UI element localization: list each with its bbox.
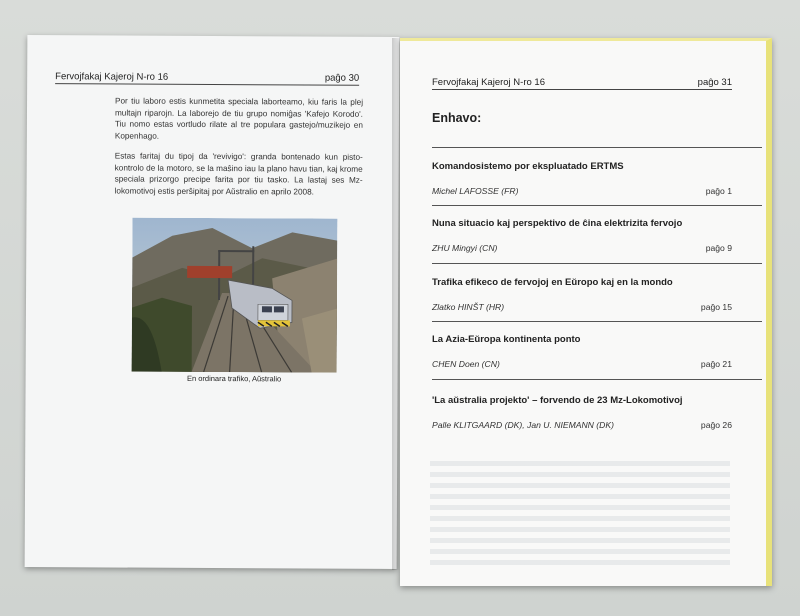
toc-entry bbox=[432, 218, 732, 253]
right-header-title: Fervojfakaj Kajeroj N-ro 16 bbox=[432, 77, 545, 88]
toc-entry-author: Michel LAFOSSE (FR) bbox=[432, 186, 519, 196]
toc-entry-page: paĝo 15 bbox=[700, 302, 732, 312]
toc-entry bbox=[432, 277, 732, 312]
toc-entry-page: paĝo 21 bbox=[700, 359, 732, 369]
toc-entry-title: Nuna situacio kaj perspektivo de ĉina elektrizita fervojo bbox=[432, 218, 683, 229]
toc-entry-title: 'La aŭstralia projekto' – forvendo de 23 Mz-Lokomotivoj bbox=[432, 395, 683, 406]
toc-entry-author: Palle KLITGAARD (DK), Jan U. NIEMANN (DK) bbox=[432, 420, 614, 430]
toc-entry-page: paĝo 1 bbox=[705, 186, 732, 196]
toc-entry-title: Trafika efikeco de fervojoj en Eŭropo kaj en la mondo bbox=[432, 277, 673, 288]
show-through-text bbox=[430, 461, 730, 571]
right-header-page: paĝo 31 bbox=[697, 77, 732, 88]
toc-entry-title: Komandosistemo por ekspluatado ERTMS bbox=[432, 161, 624, 172]
toc-title: Enhavo: bbox=[432, 111, 482, 125]
right-running-header bbox=[432, 77, 732, 90]
toc-entry-page: paĝo 26 bbox=[700, 420, 732, 430]
left-running-header bbox=[55, 71, 359, 86]
left-paragraph-1: Por tiu laboro estis kunmetita speciala laborteamo, kiu faris la plej multajn riparojn. La laborejo de tiu grupo nomiĝas 'Kafejo Korodo'. Tiu nomo estas vortludo rilate al tre populara gastejo/muzikejo en Kopenhago. bbox=[114, 96, 364, 141]
train-photo bbox=[132, 218, 338, 373]
train-photo-image bbox=[132, 218, 338, 373]
toc-entry-title: La Azia-Eŭropa kontinenta ponto bbox=[432, 334, 581, 345]
toc-divider bbox=[432, 205, 762, 206]
toc-entry-author: CHEN Doen (CN) bbox=[432, 359, 500, 369]
toc-divider bbox=[432, 321, 762, 322]
left-page bbox=[25, 35, 400, 569]
toc-entry bbox=[432, 334, 732, 369]
right-page bbox=[400, 38, 772, 586]
toc-divider bbox=[432, 263, 762, 264]
toc-entry-author: Zlatko HINŠT (HR) bbox=[432, 302, 505, 312]
toc-divider bbox=[432, 379, 762, 380]
toc-entry bbox=[432, 395, 732, 430]
left-header-page: paĝo 30 bbox=[324, 72, 360, 84]
toc-entry-author: ZHU Mingyi (CN) bbox=[432, 243, 498, 253]
toc-entry-page: paĝo 9 bbox=[705, 243, 732, 253]
photo-caption: En ordinara trafiko, Aŭstralio bbox=[186, 373, 282, 384]
toc-entry bbox=[432, 161, 732, 196]
left-header-title: Fervojfakaj Kajeroj N-ro 16 bbox=[55, 71, 169, 83]
left-paragraph-2: Estas faritaj du tipoj da 'revivigo': granda bontenado kun pisto-kontrolo de la motoro, se la maŝino iau la plano havu tian, kaj krome speciala prizorgo precipe farita por tiu tasko. La lastaj ses Mz-lokomotivoj estis perŝipitaj por Aŭstralio en aprilo 2008. bbox=[114, 151, 363, 197]
toc-divider bbox=[432, 147, 762, 148]
